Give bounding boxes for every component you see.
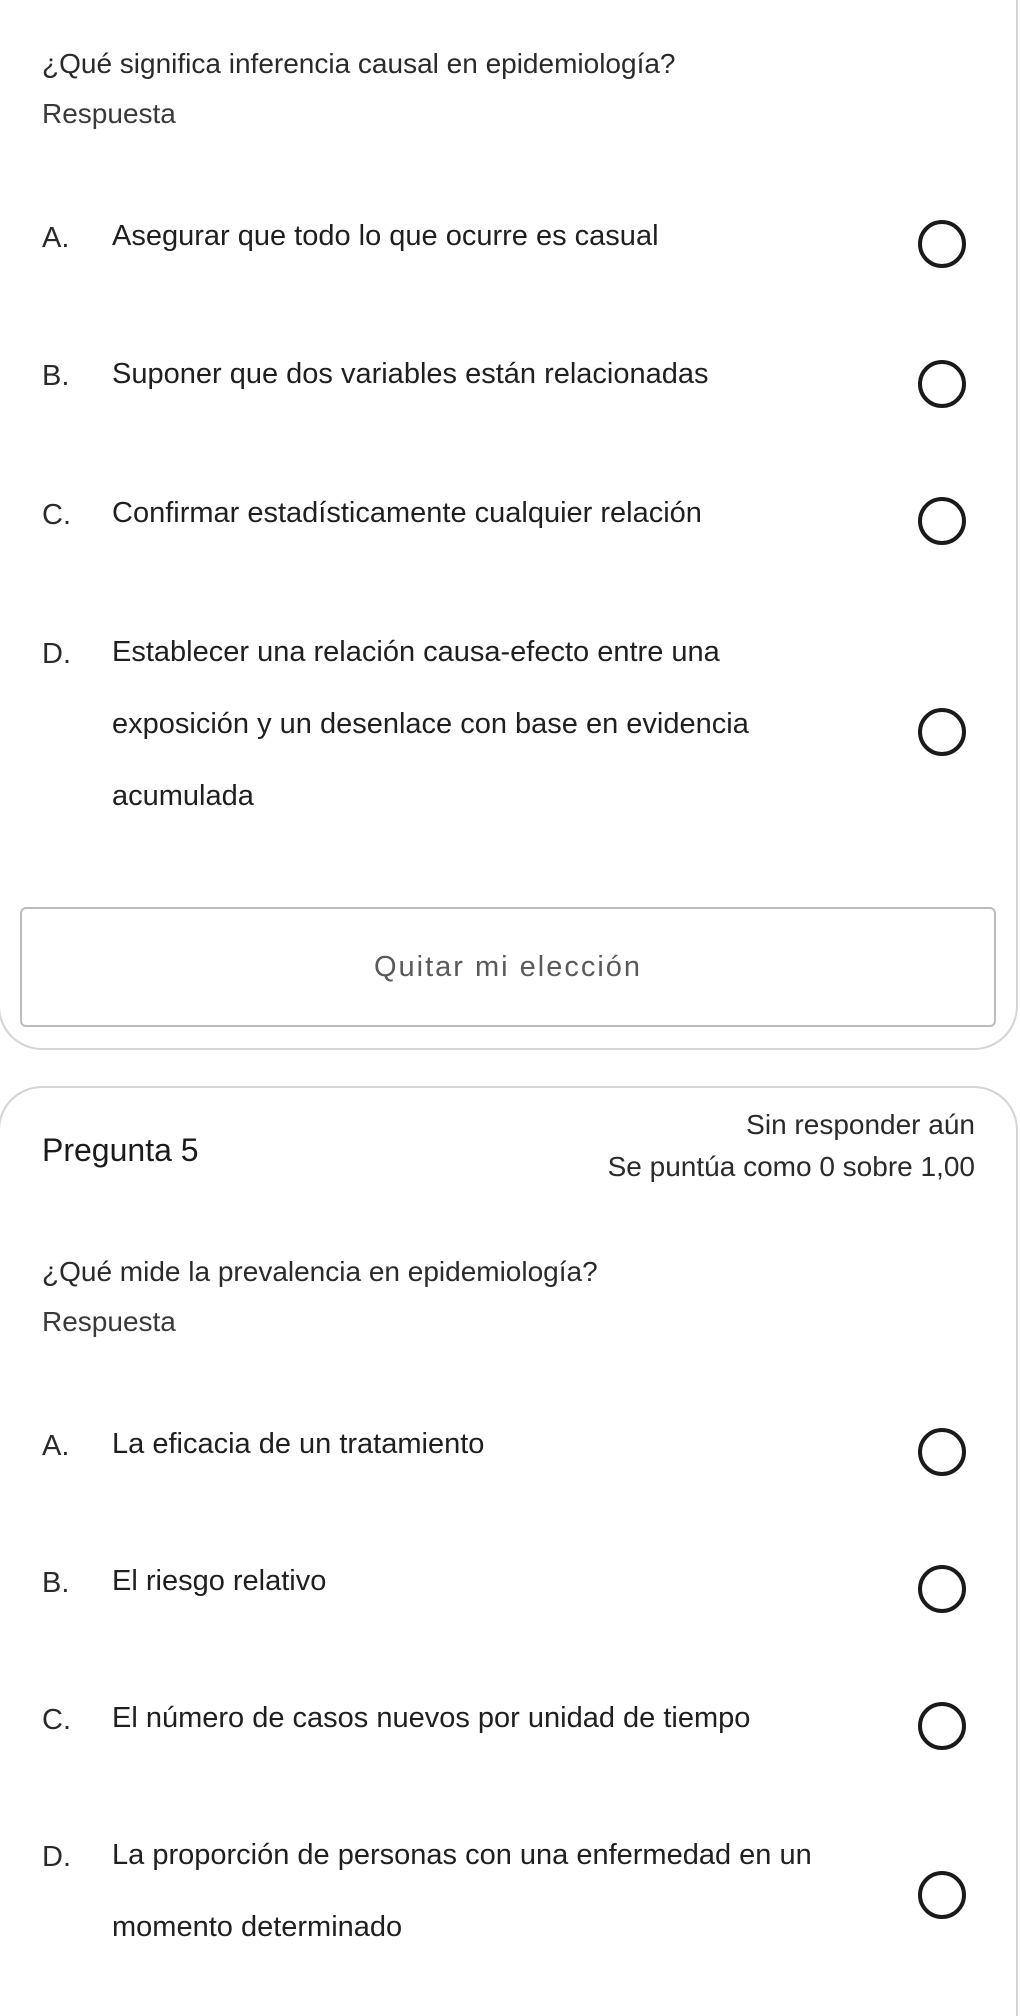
q4-option-b-text: Suponer que dos variables están relacionadas xyxy=(112,358,709,390)
question-5-status: Sin responder aún xyxy=(746,1109,975,1140)
q5-option-a-letter: A. xyxy=(42,1430,70,1462)
q4-option-d-radio[interactable] xyxy=(918,708,966,756)
q4-option-a-text: Asegurar que todo lo que ocurre es casual xyxy=(112,220,659,252)
q4-option-b[interactable] xyxy=(0,360,1020,420)
q4-option-c-letter: C. xyxy=(42,499,71,531)
q4-option-d-letter: D. xyxy=(42,638,71,670)
q5-option-c-letter: C. xyxy=(42,1704,71,1736)
q5-option-c[interactable] xyxy=(0,1704,1020,1764)
q4-option-a-letter: A. xyxy=(42,222,70,254)
q4-option-c-radio[interactable] xyxy=(918,497,966,545)
q5-option-d-letter: D. xyxy=(42,1841,71,1873)
q5-option-b-radio[interactable] xyxy=(918,1565,966,1613)
q5-option-c-radio[interactable] xyxy=(918,1702,966,1750)
q4-option-d-text: Establecer una relación causa-efecto entre una exposición y un desenlace con base en evidencia acumulada xyxy=(112,636,749,812)
q5-option-d[interactable] xyxy=(0,1841,1020,1971)
question-5-title: Pregunta 5 xyxy=(42,1132,199,1168)
q5-option-a-text: La eficacia de un tratamiento xyxy=(112,1428,485,1460)
question-5-answer-label: Respuesta xyxy=(42,1306,176,1337)
q5-option-b[interactable] xyxy=(0,1567,1020,1627)
q5-option-a[interactable] xyxy=(0,1430,1020,1490)
question-4-answer-label: Respuesta xyxy=(42,98,176,129)
q4-option-c[interactable] xyxy=(0,499,1020,559)
q4-option-c-text: Confirmar estadísticamente cualquier relación xyxy=(112,497,702,529)
question-5-text: ¿Qué mide la prevalencia en epidemiología? xyxy=(42,1256,598,1287)
q4-option-a-radio[interactable] xyxy=(918,220,966,268)
question-5-grade: Se puntúa como 0 sobre 1,00 xyxy=(607,1151,975,1182)
q4-option-a[interactable] xyxy=(0,222,1020,282)
q4-option-b-radio[interactable] xyxy=(918,360,966,408)
q4-option-d[interactable] xyxy=(0,638,1020,838)
q4-option-b-letter: B. xyxy=(42,360,70,392)
q5-option-c-text: El número de casos nuevos por unidad de tiempo xyxy=(112,1702,751,1734)
q5-option-b-text: El riesgo relativo xyxy=(112,1565,327,1597)
question-4-text: ¿Qué significa inferencia causal en epidemiología? xyxy=(42,48,676,79)
clear-choice-button[interactable]: Quitar mi elección xyxy=(20,907,996,1027)
q5-option-b-letter: B. xyxy=(42,1567,70,1599)
q5-option-d-text: La proporción de personas con una enfermedad en un momento determinado xyxy=(112,1839,812,1943)
q5-option-d-radio[interactable] xyxy=(918,1871,966,1919)
q5-option-a-radio[interactable] xyxy=(918,1428,966,1476)
